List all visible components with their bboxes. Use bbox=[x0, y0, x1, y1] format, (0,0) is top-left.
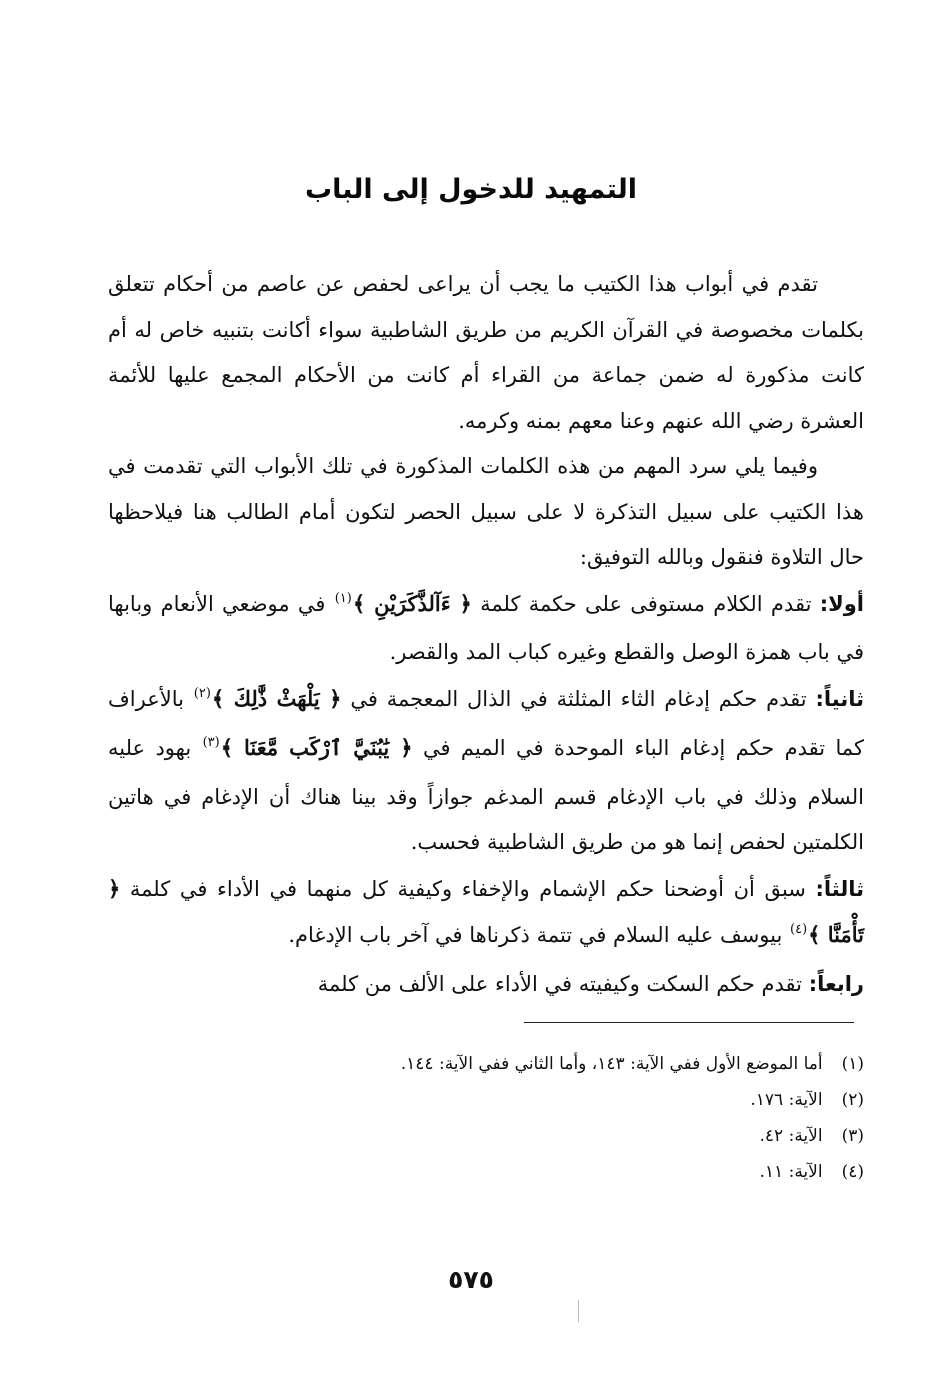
second-lead: ثانياً: bbox=[815, 686, 864, 711]
third-lead: ثالثاً: bbox=[815, 876, 864, 901]
chapter-title: التمهيد للدخول إلى الباب bbox=[304, 174, 638, 205]
quran-word-first: ﴿ ءَآلذَّكَرَيْنِ ﴾ bbox=[352, 590, 472, 616]
third-text-a: سبق أن أوضحنا حكم الإشمام والإخفاء وكيفية كل منهما في الأداء في كلمة bbox=[120, 876, 816, 901]
page-number: ٥٧٥ bbox=[448, 1265, 494, 1294]
quran-word-third: ﴿ يَٰبُنَيَّ ٱرْكَب مَّعَنَا ﴾ bbox=[220, 735, 413, 760]
second-text-a: تقدم حكم إدغام الثاء المثلثة في الذال المعجمة في bbox=[341, 686, 816, 711]
footnote-number: (١) bbox=[841, 1054, 864, 1074]
footnote-text: الآية: ٤٢. bbox=[759, 1126, 823, 1146]
fourth-text-a: تقدم حكم السكت وكيفيته في الأداء على الألف من كلمة bbox=[317, 971, 809, 996]
footnote-number: (٣) bbox=[841, 1126, 864, 1146]
first-text-a: تقدم الكلام مستوفى على حكمة كلمة bbox=[471, 591, 820, 616]
paragraph-fourth bbox=[108, 962, 864, 1008]
footnote-item bbox=[108, 1082, 864, 1118]
footnote-number: (٤) bbox=[841, 1162, 864, 1182]
paragraph-intro: تقدم في أبواب هذا الكتيب ما يجب أن يراعى لحفص عن عاصم من أحكام تتعلق بكلمات مخصوصة في القرآن الكريم من طريق الشاطبية سواء أكانت بتنبيه خاص له أم كانت مذكورة له ضمن جماعة من القراء أم كانت من الأحكام المجمع عليها للأئمة العشرة رضي الله عنهم وعنا معهم بمنه وكرمه. bbox=[108, 272, 864, 433]
paragraph-first bbox=[108, 581, 864, 676]
footnote-item bbox=[108, 1154, 864, 1190]
footnote-divider bbox=[524, 1022, 854, 1023]
third-text-b: بيوسف عليه السلام في تتمة ذكرناها في آخر باب الإدغام. bbox=[288, 923, 790, 947]
first-lead: أولا: bbox=[819, 591, 864, 616]
footnote-item bbox=[108, 1118, 864, 1154]
footnote-ref-1: (١) bbox=[334, 590, 352, 606]
footnote-text: الآية: ١٧٦. bbox=[750, 1090, 823, 1110]
main-text bbox=[108, 262, 864, 1007]
footnote-ref-4: (٤) bbox=[790, 922, 808, 937]
footnote-ref-3: (٣) bbox=[202, 735, 220, 750]
second-text-b: بالأعراف كما تقدم حكم إدغام الباء الموحدة في الميم في bbox=[108, 686, 864, 760]
fourth-lead: رابعاً: bbox=[808, 971, 864, 996]
footnote-ref-2: (٢) bbox=[193, 685, 211, 701]
footnote-text: الآية: ١١. bbox=[759, 1162, 823, 1182]
paragraph-summary: وفيما يلي سرد المهم من هذه الكلمات المذكورة في تلك الأبواب التي تقدمت في هذا الكتيب على سبيل التذكرة لا على سبيل الحصر لتكون أمام الطالب هنا فيلاحظها حال التلاوة فنقول وبالله التوفيق: bbox=[108, 454, 864, 569]
footnote-number: (٢) bbox=[841, 1090, 864, 1110]
footnote-item bbox=[108, 1046, 864, 1082]
first-text-b: في موضعي الأنعام وبابها في باب همزة الوصل والقطع وغيره كباب المد والقصر. bbox=[108, 591, 864, 664]
paragraph-third bbox=[108, 866, 864, 962]
quran-word-fourth: ﴿ تَأْمَنَّا ﴾ bbox=[108, 875, 864, 947]
footnotes bbox=[108, 1046, 864, 1190]
paragraph-second bbox=[108, 676, 864, 866]
second-text-c: بهود عليه السلام وذلك في باب الإدغام قسم المدغم جوازاً وقد بينا هناك أن الإدغام في هاتين الكلمتين لحفص إنما هو من طريق الشاطبية فحسب. bbox=[108, 736, 864, 854]
quran-word-second: ﴿ يَلْهَثْ ذَّٰلِكَ ﴾ bbox=[211, 685, 342, 711]
scan-mark bbox=[578, 1300, 579, 1322]
footnote-text: أما الموضع الأول ففي الآية: ١٤٣، وأما الثاني ففي الآية: ١٤٤. bbox=[400, 1054, 823, 1074]
